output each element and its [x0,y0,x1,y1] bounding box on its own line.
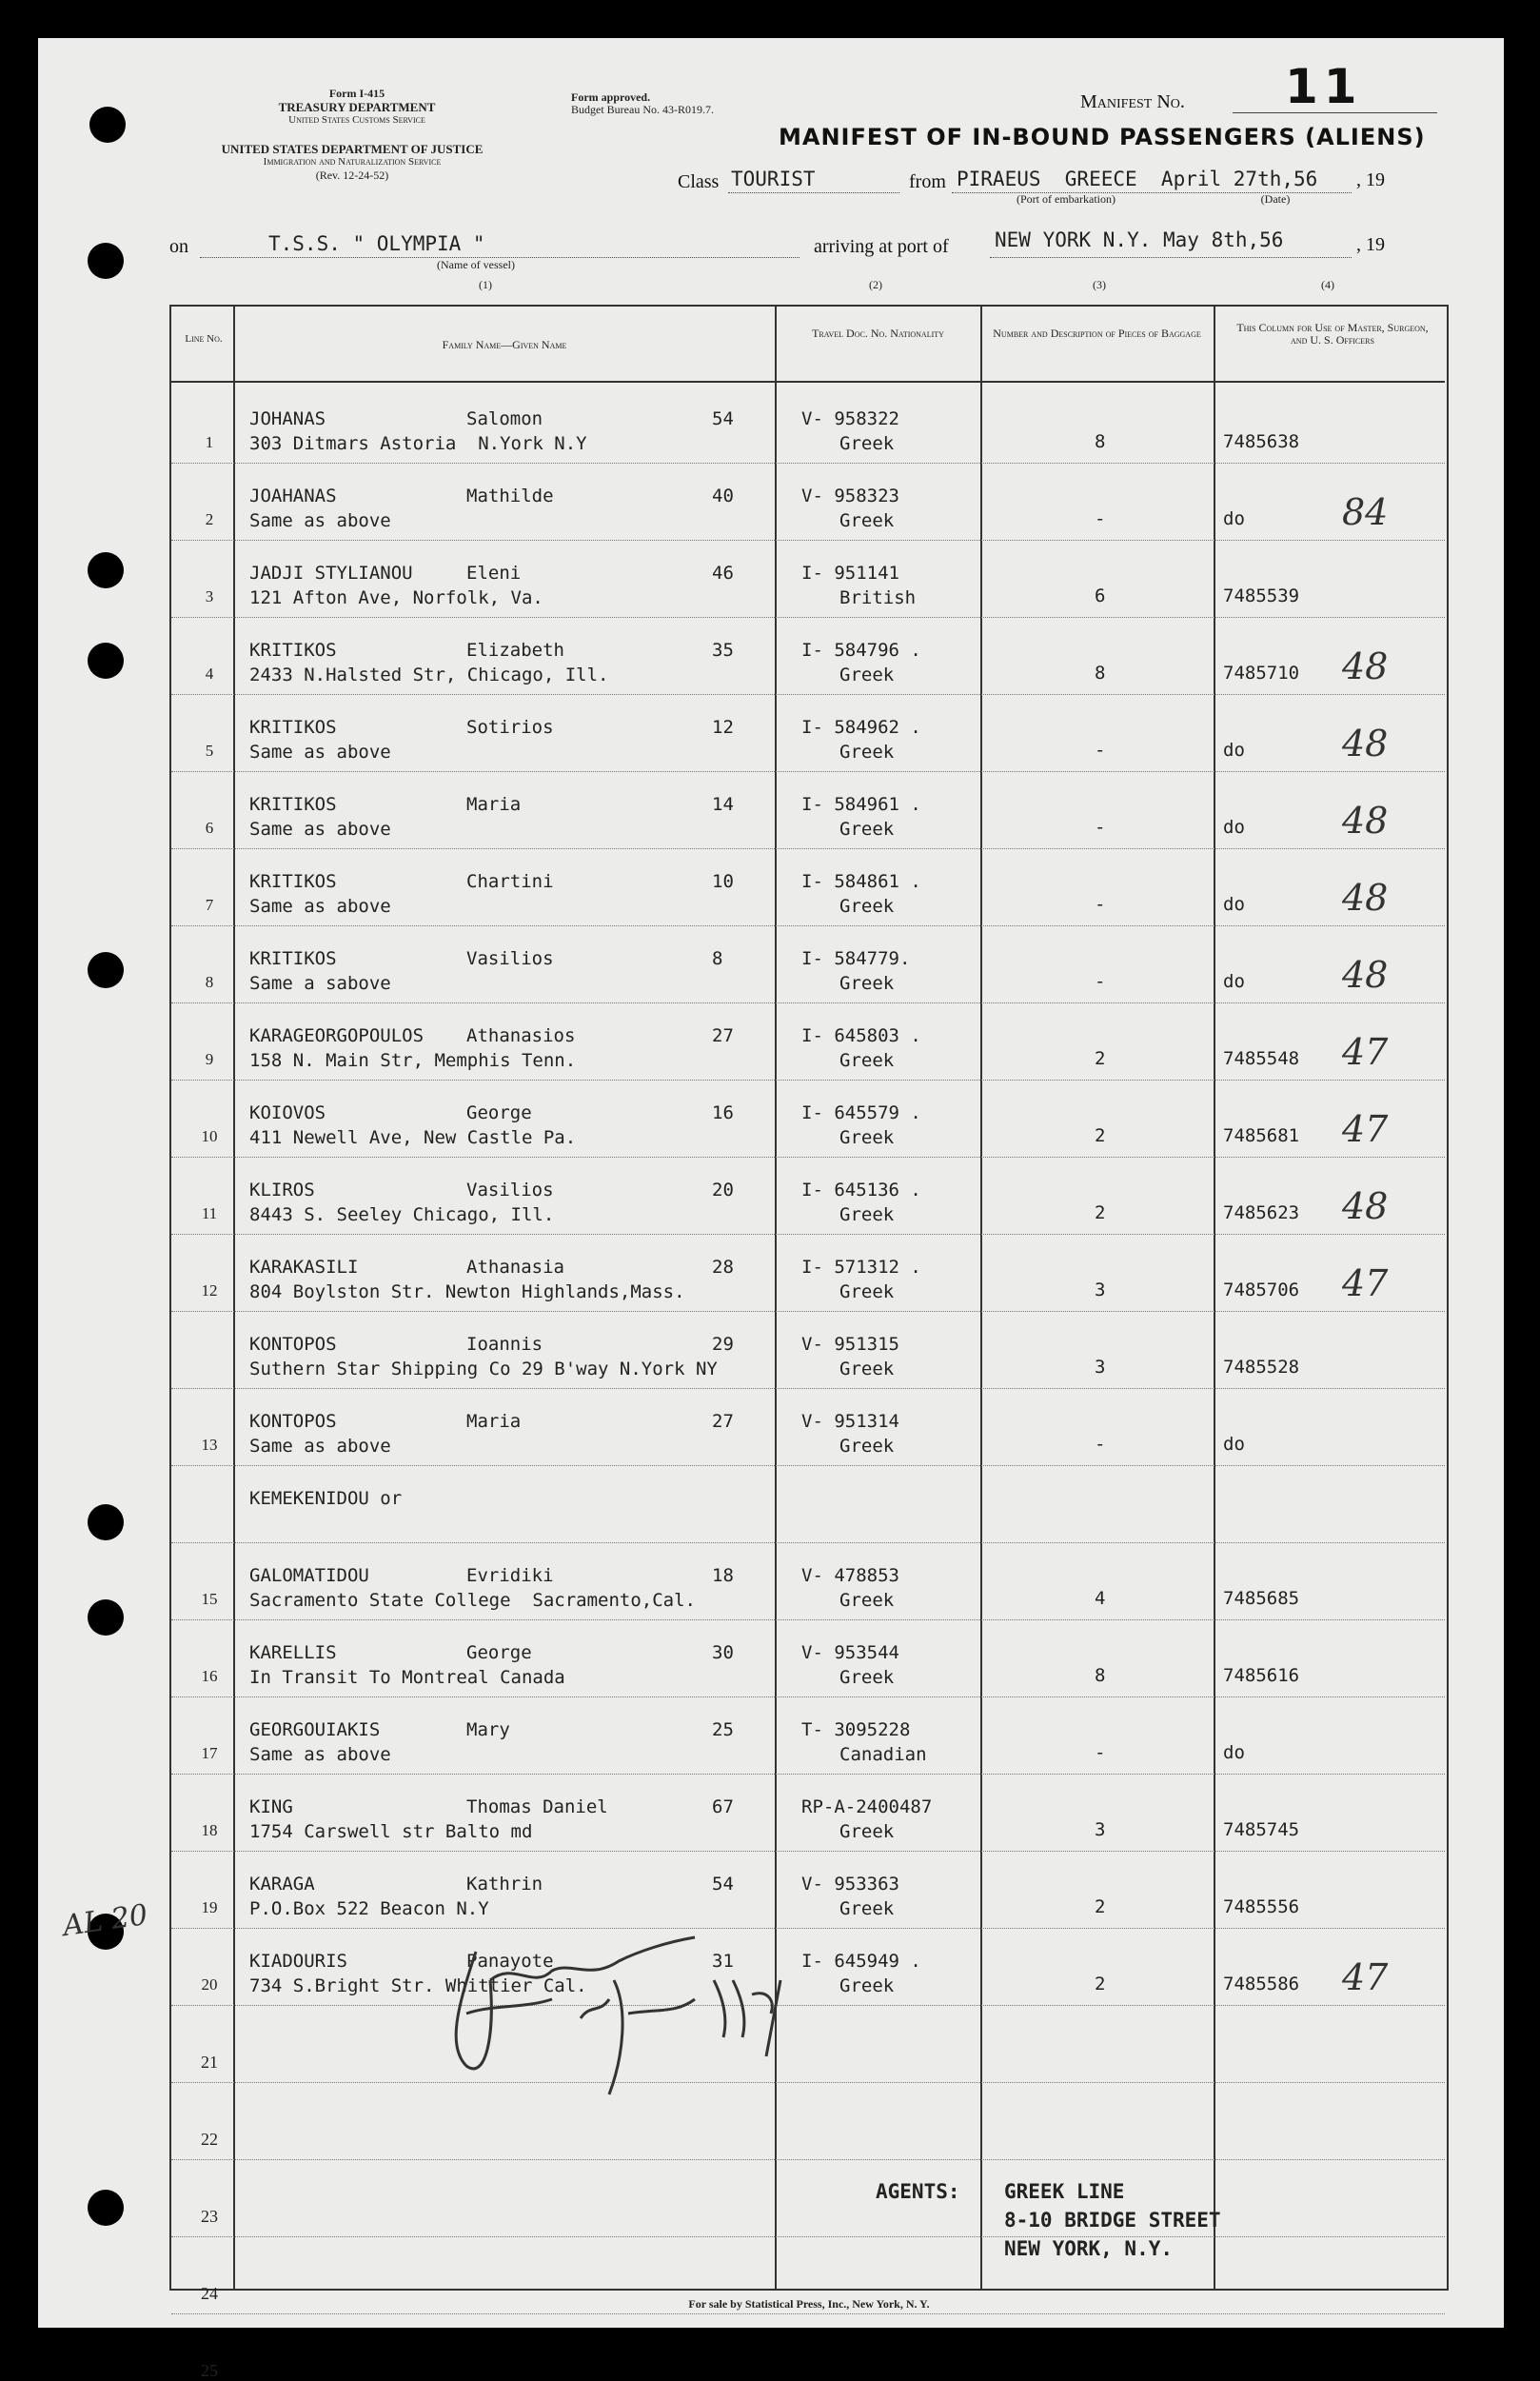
baggage: 2 [1095,1125,1106,1146]
agents-label: AGENTS: [876,2180,960,2203]
travel-doc: I- 584961 . [801,794,921,815]
address: Same as above [249,1436,391,1457]
margin-note: AL 20 [60,1897,150,1944]
given-name: Maria [466,1411,522,1432]
nationality: British [839,587,917,608]
age: 20 [712,1180,734,1200]
age: 14 [712,794,734,815]
age: 40 [712,486,734,506]
age: 31 [712,1951,734,1972]
age: 25 [712,1719,734,1740]
row-divider [171,771,1445,772]
officer-number: 7485548 [1223,1048,1300,1069]
baggage: - [1095,894,1106,915]
given-name: Salomon [466,408,543,429]
travel-doc: I- 645136 . [801,1180,921,1200]
col-num-2: (2) [869,278,882,291]
line-number: 22 [201,2130,218,2149]
nationality: Greek [839,1359,895,1379]
given-name: Maria [466,794,522,815]
row-divider [171,1851,1445,1852]
handwritten-note: 47 [1342,1108,1389,1150]
nationality: Greek [839,1204,895,1225]
line-number: 25 [201,2361,218,2380]
row-divider [171,1311,1445,1312]
address: 734 S.Bright Str. Whittier Cal. [249,1975,587,1996]
age: 30 [712,1642,734,1663]
travel-doc: I- 584962 . [801,717,921,738]
vessel-name: T.S.S. " OLYMPIA " [268,232,485,255]
row-divider [171,1774,1445,1775]
binder-hole [88,1599,124,1636]
address: 411 Newell Ave, New Castle Pa. [249,1127,577,1148]
given-name: Ioannis [466,1334,543,1355]
baggage: 3 [1095,1819,1106,1840]
baggage: 3 [1095,1357,1106,1378]
line-number: 10 [201,1127,218,1145]
line-number: 19 [201,1898,218,1916]
nationality: Greek [839,1590,895,1611]
row-divider [171,1080,1445,1081]
arriving-value: NEW YORK N.Y. May 8th,56 [995,228,1284,251]
form-approved: Form approved. [571,90,651,104]
nationality: Greek [839,896,895,917]
class-value: TOURIST [731,168,816,190]
travel-doc: V- 953363 [801,1874,899,1895]
handwritten-note: 48 [1342,954,1389,996]
binder-hole [89,107,126,143]
row-divider [171,1388,1445,1389]
handwritten-note: 48 [1342,723,1389,764]
handwritten-note: 47 [1342,1031,1389,1073]
handwritten-note: 48 [1342,645,1389,687]
col-num-3: (3) [1093,278,1106,291]
family-name: KRITIKOS [249,717,337,738]
line-number: 5 [205,742,214,760]
travel-doc: V- 953544 [801,1642,899,1663]
manifest-title: MANIFEST OF IN-BOUND PASSENGERS (ALIENS) [779,124,1426,150]
col-divider [233,307,235,2289]
line-number: 13 [201,1436,218,1454]
from-label: from [909,171,946,192]
officer-number: 7485539 [1223,585,1300,606]
address: Sacramento State College Sacramento,Cal. [249,1590,696,1611]
footer-printer: For sale by Statistical Press, Inc., New York, N. Y. [688,2297,930,2311]
on-label: on [169,236,188,257]
address: Same a sabove [249,973,391,994]
col-num-4: (4) [1321,278,1334,291]
family-name: KARELLIS [249,1642,337,1663]
row-divider [171,2236,1445,2237]
officer-number: 7485528 [1223,1357,1300,1378]
address: Suthern Star Shipping Co 29 B'way N.York NY [249,1359,718,1379]
family-name: KARAGEORGOPOULOS [249,1025,424,1046]
line-number: 2 [205,510,214,528]
row-divider [171,1542,1445,1543]
officer-number: do [1223,971,1245,992]
family-name: KONTOPOS [249,1334,337,1355]
line-number: 12 [201,1281,218,1300]
baggage: - [1095,1742,1106,1763]
travel-doc: V- 951315 [801,1334,899,1355]
from-value: PIRAEUS GREECE April 27th,56 [957,168,1318,190]
row-divider [171,694,1445,695]
travel-doc: T- 3095228 [801,1719,911,1740]
col-divider [1214,307,1215,2289]
budget-bureau: Budget Bureau No. 43-R019.7. [571,103,714,116]
baggage: 4 [1095,1588,1106,1609]
family-name: GEORGOUIAKIS [249,1719,381,1740]
th-line: Line No. [185,333,223,345]
line-number: 18 [201,1821,218,1839]
row-divider [171,1696,1445,1697]
nationality: Greek [839,1281,895,1302]
travel-doc: I- 951141 [801,563,899,584]
address: P.O.Box 522 Beacon N.Y [249,1898,489,1919]
age: 35 [712,640,734,661]
arriving-underline [990,257,1352,258]
line-number: 9 [205,1050,214,1068]
travel-doc: V- 478853 [801,1565,899,1586]
travel-doc: RP-A-2400487 [801,1796,933,1817]
binder-hole [88,552,124,588]
row-divider [171,848,1445,849]
officer-number: 7485623 [1223,1202,1300,1223]
row-divider [171,1619,1445,1620]
given-name: Thomas Daniel [466,1796,608,1817]
family-name: KLIROS [249,1180,315,1200]
nationality: Greek [839,1050,895,1071]
given-name: George [466,1102,532,1123]
handwritten-note: 48 [1342,800,1389,842]
given-name: Athanasios [466,1025,576,1046]
nationality: Greek [839,819,895,840]
given-name: Vasilios [466,948,554,969]
travel-doc: V- 958323 [801,486,899,506]
age: 18 [712,1565,734,1586]
baggage: - [1095,817,1106,838]
form-number: Form I-415 [328,87,385,100]
address: 8443 S. Seeley Chicago, Ill. [249,1204,555,1225]
officer-number: do [1223,894,1245,915]
officer-number: do [1223,1434,1245,1455]
family-name: GALOMATIDOU [249,1565,369,1586]
nationality: Greek [839,1821,895,1842]
family-name: JOHANAS [249,408,326,429]
nationality: Greek [839,1127,895,1148]
line-number: 23 [201,2207,218,2226]
age: 29 [712,1334,734,1355]
nationality: Greek [839,1667,895,1688]
baggage: - [1095,1434,1106,1455]
family-name: KIADOURIS [249,1951,347,1972]
age: 27 [712,1411,734,1432]
travel-doc: I- 584779. [801,948,911,969]
col-num-1: (1) [479,278,492,291]
address: 1754 Carswell str Balto md [249,1821,533,1842]
baggage: 8 [1095,1665,1106,1686]
age: 12 [712,717,734,738]
row-divider [171,2159,1445,2160]
officer-number: 7485710 [1223,663,1300,684]
family-name: KRITIKOS [249,640,337,661]
handwritten-note: 47 [1342,1956,1389,1998]
row-divider [171,540,1445,541]
line-number: 4 [205,665,214,683]
family-name: KING [249,1796,293,1817]
row-divider [171,1002,1445,1003]
address: Same as above [249,896,391,917]
family-name: KEMEKENIDOU or [249,1488,403,1509]
row-divider [171,2313,1445,2314]
arriving-label: arriving at port of [814,236,949,257]
officer-number: 7485681 [1223,1125,1300,1146]
address: Same as above [249,510,391,531]
officer-number: do [1223,508,1245,529]
travel-doc: I- 584861 . [801,871,921,892]
given-name: George [466,1642,532,1663]
vessel-caption: (Name of vessel) [437,258,515,271]
binder-hole [88,1504,124,1540]
line-number: 21 [201,2053,218,2072]
baggage: 2 [1095,1048,1106,1069]
agents-line1: GREEK LINE [1004,2180,1125,2203]
nationality: Greek [839,1975,895,1996]
manifest-number: 11 [1285,59,1363,114]
address: 303 Ditmars Astoria N.York N.Y [249,433,587,454]
row-divider [171,925,1445,926]
travel-doc: V- 958322 [801,408,899,429]
baggage: - [1095,508,1106,529]
officer-number: 7485556 [1223,1896,1300,1917]
age: 10 [712,871,734,892]
manifest-no-label: Manifest No. [1080,91,1185,112]
age: 67 [712,1796,734,1817]
officer-number: 7485638 [1223,431,1300,452]
customs-service: United States Customs Service [288,114,425,126]
line-number: 16 [201,1667,218,1685]
address: 2433 N.Halsted Str, Chicago, Ill. [249,665,609,685]
officer-number: do [1223,740,1245,761]
family-name: KRITIKOS [249,794,337,815]
agents-line2: 8-10 BRIDGE STREET [1004,2209,1221,2232]
given-name: Elizabeth [466,640,564,661]
line-number: 3 [205,587,214,605]
line-number: 24 [201,2284,218,2303]
th-baggage: Number and Description of Pieces of Baggage [993,327,1201,340]
line-number: 20 [201,1975,218,1994]
nationality: Greek [839,742,895,763]
immigration-service: Immigration and Naturalization Service [263,156,442,168]
line-number: 7 [205,896,214,914]
nationality: Greek [839,510,895,531]
officer-number: 7485745 [1223,1819,1300,1840]
given-name: Sotirios [466,717,554,738]
baggage: 2 [1095,1202,1106,1223]
address: 804 Boylston Str. Newton Highlands,Mass. [249,1281,685,1302]
line-number: 11 [201,1204,218,1222]
row-divider [171,1157,1445,1158]
address: Same as above [249,1744,391,1765]
travel-doc: I- 571312 . [801,1257,921,1278]
given-name: Vasilios [466,1180,554,1200]
handwritten-note: 47 [1342,1262,1389,1304]
binder-hole [88,2190,124,2226]
line-number: 15 [201,1590,218,1608]
given-name: Mathilde [466,486,554,506]
dept-treasury: TREASURY DEPARTMENT [278,100,436,114]
baggage: 8 [1095,431,1106,452]
travel-doc: I- 645803 . [801,1025,921,1046]
address: Same as above [249,819,391,840]
agents-line3: NEW YORK, N.Y. [1004,2237,1174,2260]
class-label: Class [678,171,720,192]
port-embark-caption: (Port of embarkation) [1017,192,1116,206]
date-caption: (Date) [1260,192,1291,206]
address: 121 Afton Ave, Norfolk, Va. [249,587,543,608]
line-number: 6 [205,819,214,837]
class-underline [728,192,899,193]
year-suffix-1: , 19 [1356,169,1385,190]
handwritten-note: 48 [1342,1185,1389,1227]
baggage: 8 [1095,663,1106,684]
address: 158 N. Main Str, Memphis Tenn. [249,1050,577,1071]
given-name: Kathrin [466,1874,543,1895]
row-divider [171,1234,1445,1235]
family-name: KONTOPOS [249,1411,337,1432]
header-divider [171,381,1445,383]
binder-hole [88,243,124,279]
given-name: Chartini [466,871,554,892]
nationality: Greek [839,1436,895,1457]
handwritten-note: 84 [1342,491,1389,533]
address: In Transit To Montreal Canada [249,1667,565,1688]
age: 54 [712,408,734,429]
row-divider [171,463,1445,464]
nationality: Greek [839,973,895,994]
given-name: Eleni [466,563,522,584]
officer-number: 7485586 [1223,1974,1300,1994]
age: 54 [712,1874,734,1895]
revision: (Rev. 12-24-52) [315,169,389,182]
line-number: 1 [205,433,214,451]
age: 27 [712,1025,734,1046]
th-name: Family Name—Given Name [442,338,567,351]
nationality: Greek [839,433,895,454]
handwritten-note: 48 [1342,877,1389,919]
travel-doc: V- 951314 [801,1411,899,1432]
baggage: 6 [1095,585,1106,606]
family-name: KRITIKOS [249,948,337,969]
baggage: 3 [1095,1280,1106,1300]
binder-hole [88,643,124,679]
travel-doc: I- 584796 . [801,640,921,661]
family-name: JOAHANAS [249,486,337,506]
officer-number: 7485706 [1223,1280,1300,1300]
nationality: Canadian [839,1744,927,1765]
given-name: Athanasia [466,1257,564,1278]
row-divider [171,617,1445,618]
age: 8 [712,948,723,969]
officer-number: 7485616 [1223,1665,1300,1686]
given-name: Mary [466,1719,510,1740]
binder-hole [88,952,124,988]
baggage: 2 [1095,1974,1106,1994]
officer-number: 7485685 [1223,1588,1300,1609]
line-number: 17 [201,1744,218,1762]
officer-number: do [1223,817,1245,838]
family-name: KARAKASILI [249,1257,359,1278]
nationality: Greek [839,665,895,685]
year-suffix-2: , 19 [1356,234,1385,255]
address: Same as above [249,742,391,763]
family-name: JADJI STYLIANOU [249,563,413,584]
col-divider [980,307,982,2289]
baggage: - [1095,971,1106,992]
given-name: Evridiki [466,1565,554,1586]
th-travel: Travel Doc. No. Nationality [812,327,944,340]
family-name: KRITIKOS [249,871,337,892]
family-name: KARAGA [249,1874,315,1895]
nationality: Greek [839,1898,895,1919]
travel-doc: I- 645949 . [801,1951,921,1972]
age: 46 [712,563,734,584]
th-officers: This Column for Use of Master, Surgeon, and U. S. Officers [1236,321,1429,347]
age: 16 [712,1102,734,1123]
dept-justice: UNITED STATES DEPARTMENT OF JUSTICE [221,142,484,156]
signature-scribble [438,1923,885,2133]
row-divider [171,1465,1445,1466]
travel-doc: I- 645579 . [801,1102,921,1123]
family-name: KOIOVOS [249,1102,326,1123]
baggage: - [1095,740,1106,761]
given-name: Panayote [466,1951,554,1972]
age: 28 [712,1257,734,1278]
line-number: 8 [205,973,214,991]
baggage: 2 [1095,1896,1106,1917]
officer-number: do [1223,1742,1245,1763]
